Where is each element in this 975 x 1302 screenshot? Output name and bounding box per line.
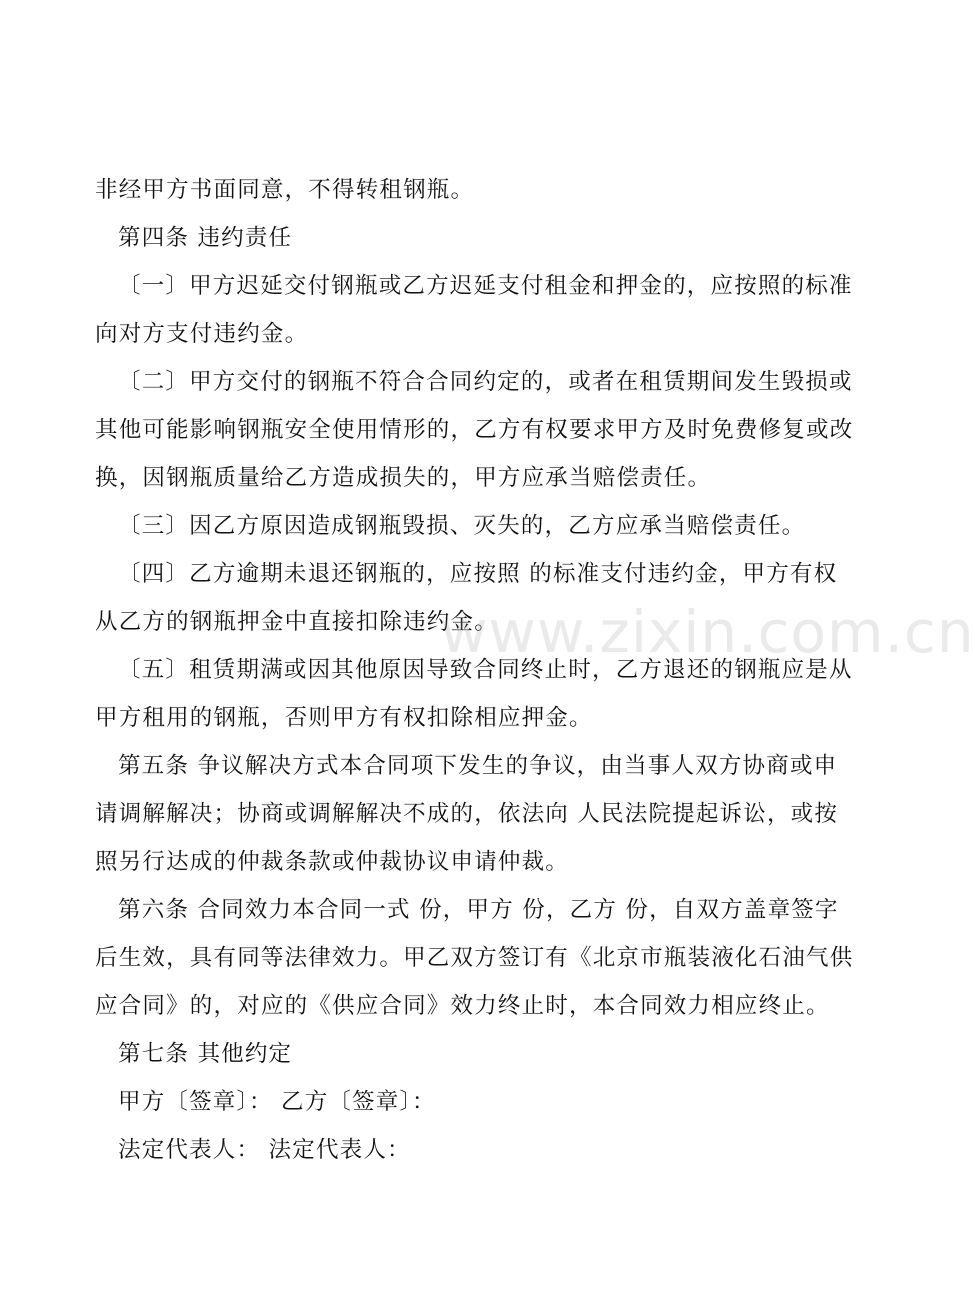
article-7-heading: 第七条 其他约定: [118, 1041, 293, 1067]
text-line: 其他可能影响钢瓶安全使用情形的，乙方有权要求甲方及时免费修复或改: [95, 417, 854, 443]
text-line: 非经甲方书面同意，不得转租钢瓶。: [95, 177, 475, 203]
article-5-heading: 第五条 争议解决方式本合同项下发生的争议，由当事人双方协商或申: [118, 753, 838, 779]
text-line: 请调解解决；协商或调解解决不成的，依法向 人民法院提起诉讼，或按: [95, 801, 839, 827]
text-line: 照另行达成的仲裁条款或仲裁协议申请仲裁。: [95, 849, 570, 875]
text-line: 〔四〕乙方逾期未退还钢瓶的，应按照 的标准支付违约金，甲方有权: [118, 561, 838, 587]
text-line: 从乙方的钢瓶押金中直接扣除违约金。: [95, 609, 498, 635]
signature-line: 甲方〔签章〕： 乙方〔签章〕：: [118, 1089, 436, 1115]
document-body: [95, 166, 854, 1174]
text-line: 〔二〕甲方交付的钢瓶不符合合同约定的，或者在租赁期间发生毁损或: [118, 369, 853, 395]
text-line: 应合同》的，对应的《供应合同》效力终止时，本合同效力相应终止。: [95, 993, 830, 1019]
text-line: 换，因钢瓶质量给乙方造成损失的，甲方应承当赔偿责任。: [95, 465, 712, 491]
text-line: 〔一〕甲方迟延交付钢瓶或乙方迟延支付租金和押金的，应按照的标准: [118, 273, 853, 299]
article-6-heading: 第六条 合同效力本合同一式 份，甲方 份，乙方 份，自双方盖章签字: [118, 897, 839, 923]
text-line: 甲方租用的钢瓶，否则甲方有权扣除相应押金。: [95, 705, 593, 731]
text-line: 〔五〕租赁期满或因其他原因导致合同终止时，乙方退还的钢瓶应是从: [118, 657, 853, 683]
watermark-text: www.zixin.com.cn: [440, 598, 975, 666]
text-line: 向对方支付违约金。: [95, 321, 309, 347]
article-4-heading: 第四条 违约责任: [118, 225, 293, 251]
legal-representative-line: 法定代表人： 法定代表人：: [118, 1137, 411, 1163]
text-line: 〔三〕因乙方原因造成钢瓶毁损、灭失的，乙方应承当赔偿责任。: [118, 513, 806, 539]
text-line: 后生效，具有同等法律效力。甲乙双方签订有《北京市瓶装液化石油气供: [95, 945, 854, 971]
